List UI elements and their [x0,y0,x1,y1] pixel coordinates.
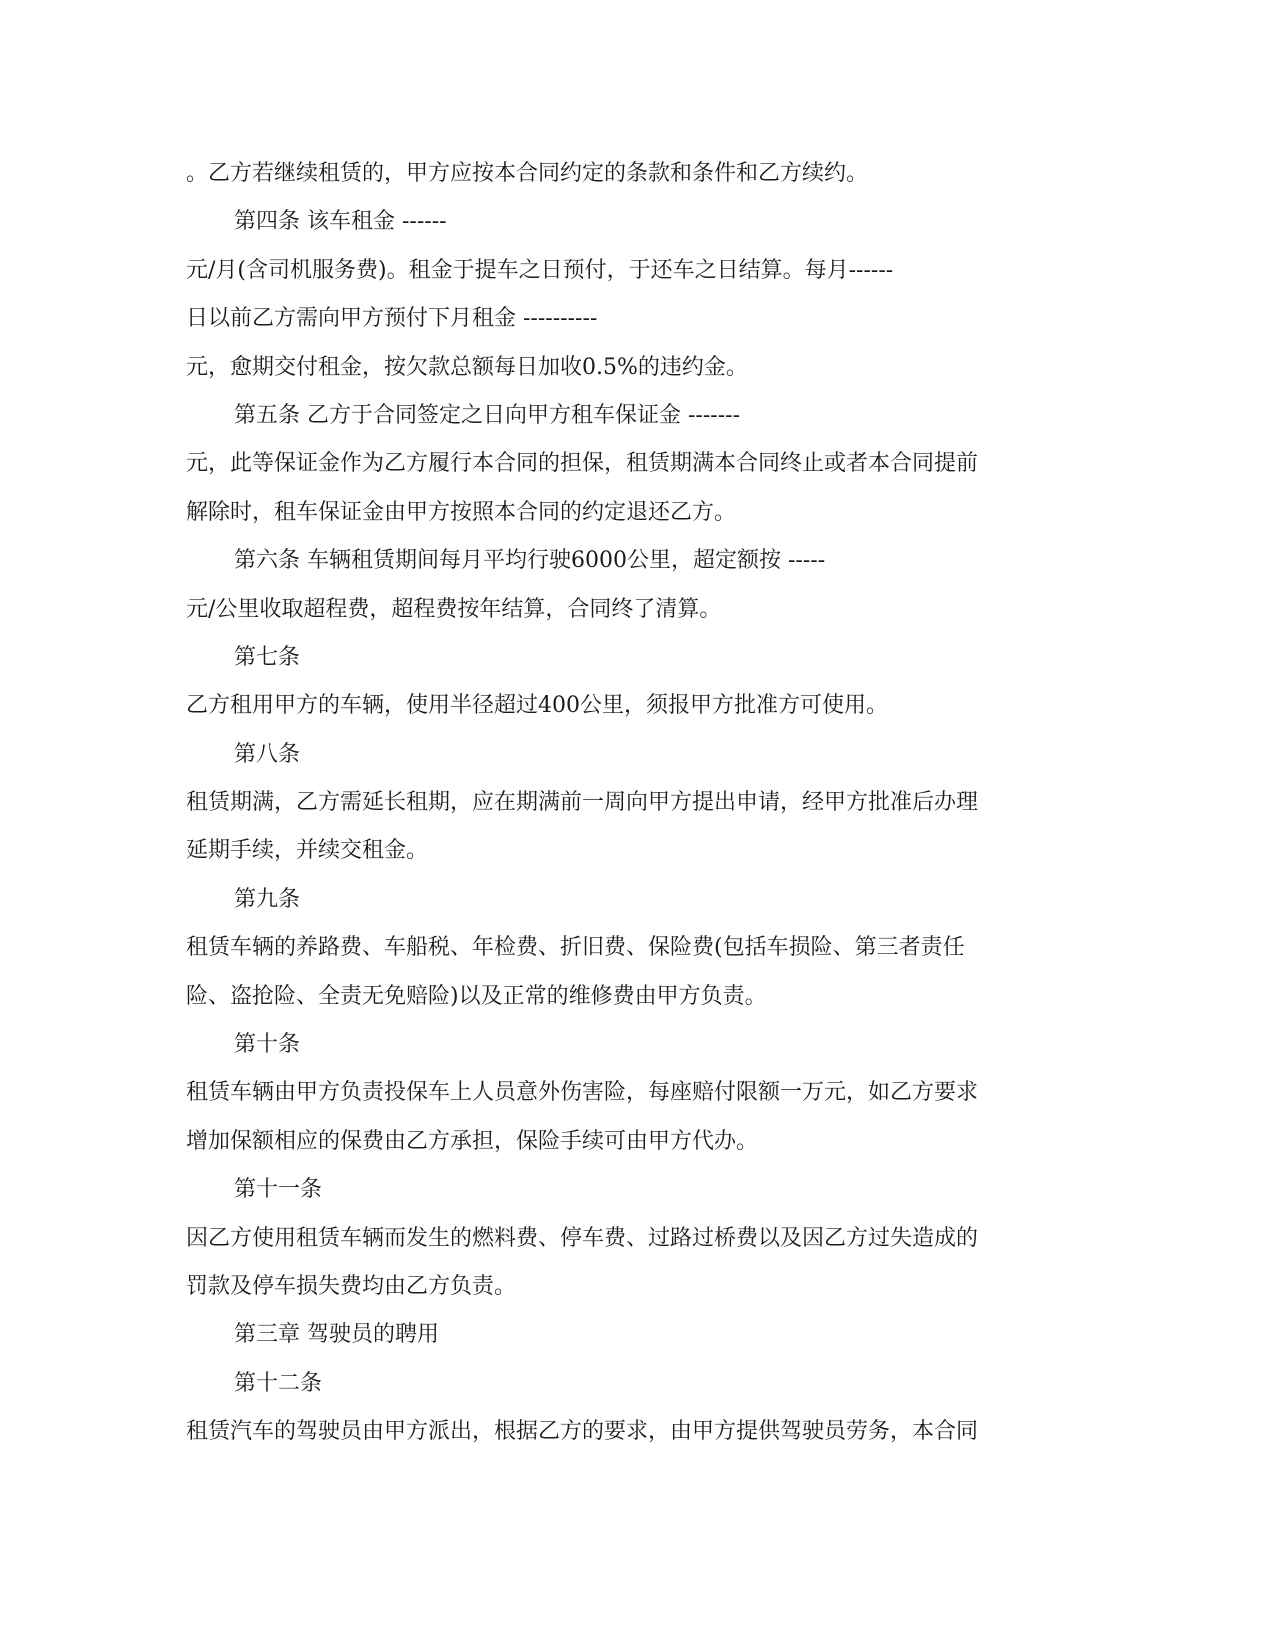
text-line: 解除时，租车保证金由甲方按照本合同的约定退还乙方。 [186,499,737,525]
text-line: 租赁汽车的驾驶员由甲方派出，根据乙方的要求，由甲方提供驾驶员劳务，本合同 [186,1419,979,1445]
article-heading-10: 第十条 [234,1032,301,1058]
article-heading-5: 第五条 乙方于合同签定之日向甲方租车保证金 ------- [234,402,741,428]
article-heading-6: 第六条 车辆租赁期间每月平均行驶6000公里，超定额按 ----- [234,548,826,574]
article-heading-4: 第四条 该车租金 ------ [234,209,447,235]
text-line: 元，愈期交付租金，按欠款总额每日加收0.5%的违约金。 [186,354,748,380]
text-line: 因乙方使用租赁车辆而发生的燃料费、停车费、过路过桥费以及因乙方过失造成的 [186,1225,979,1251]
text-line: 延期手续，并续交租金。 [186,838,429,864]
text-line: 元，此等保证金作为乙方履行本合同的担保，租赁期满本合同终止或者本合同提前 [186,451,979,477]
chapter-heading-3: 第三章 驾驶员的聘用 [234,1322,439,1348]
article-heading-8: 第八条 [234,741,301,767]
document-body [186,150,1086,1457]
text-line: 租赁期满，乙方需延长租期，应在期满前一周向甲方提出申请，经甲方批准后办理 [186,790,979,816]
text-line: 增加保额相应的保费由乙方承担，保险手续可由甲方代办。 [186,1128,759,1154]
article-heading-11: 第十一条 [234,1177,323,1203]
text-line: 罚款及停车损失费均由乙方负责。 [186,1273,517,1299]
text-line: 日以前乙方需向甲方预付下月租金 ---------- [186,306,598,332]
text-line: 。乙方若继续租赁的，甲方应按本合同约定的条款和条件和乙方续约。 [186,161,869,186]
article-heading-7: 第七条 [234,644,301,670]
text-line: 险、盗抢险、全责无免赔险)以及正常的维修费由甲方负责。 [186,983,767,1009]
article-heading-9: 第九条 [234,886,301,912]
text-line: 租赁车辆由甲方负责投保车上人员意外伤害险，每座赔付限额一万元，如乙方要求 [186,1080,979,1106]
text-line: 元/公里收取超程费，超程费按年结算，合同终了清算。 [186,596,722,622]
text-line: 租赁车辆的养路费、车船税、年检费、折旧费、保险费(包括车损险、第三者责任 [186,935,965,961]
text-line: 元/月(含司机服务费)。租金于提车之日预付，于还车之日结算。每月------ [186,257,894,283]
text-line: 乙方租用甲方的车辆，使用半径超过400公里，须报甲方批准方可使用。 [186,693,888,719]
article-heading-12: 第十二条 [234,1370,323,1396]
